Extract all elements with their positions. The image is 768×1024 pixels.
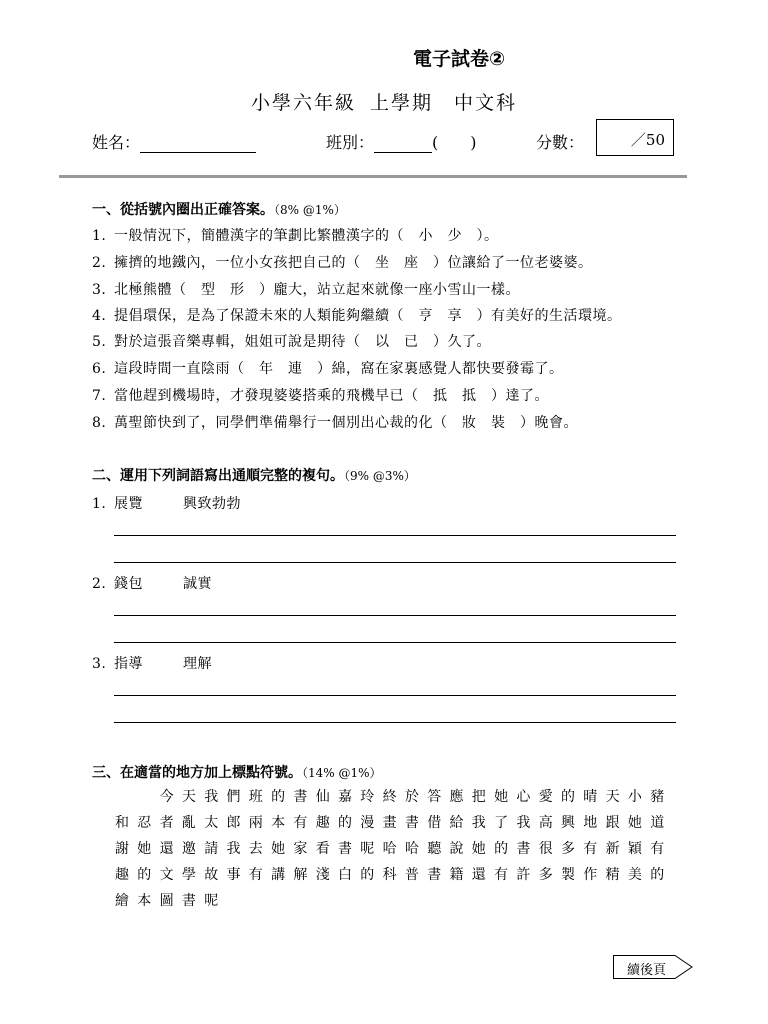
class-field: [326, 130, 477, 153]
answer-line[interactable]: [114, 562, 676, 563]
question-item[interactable]: 6. 這段時間一直陰雨（ 年 連 ）綿，窩在家裏感覺人都快要發霉了。: [92, 361, 564, 377]
section2-heading: [92, 465, 416, 485]
name-label: 姓名：: [92, 133, 141, 152]
punctuation-passage[interactable]: [115, 784, 675, 914]
question-item[interactable]: 8. 萬聖節快到了，同學們準備舉行一個別出心裁的化（ 妝 裝 ）晚會。: [92, 415, 578, 431]
section1-marks: （8% @1%）: [274, 203, 346, 217]
passage-line: 繪本圖書呢: [115, 893, 227, 909]
question-item[interactable]: 4. 提倡環保，是為了保證未來的人類能夠繼續（ 亨 享 ）有美好的生活環境。: [92, 308, 622, 324]
answer-line[interactable]: [114, 695, 676, 696]
answer-line[interactable]: [114, 722, 676, 723]
name-field: [92, 130, 256, 153]
passage-line: 和忍者亂太郎兩本有趣的漫畫書借給我了我高興地跟她道: [115, 815, 673, 831]
section1-title: 一、從括號內圈出正確答案。: [92, 202, 274, 218]
section3-title: 三、在適當的地方加上標點符號。: [92, 765, 302, 781]
class-blank[interactable]: [374, 134, 432, 153]
sentence-prompt: 3. 指導 理解: [92, 656, 212, 672]
class-label: 班別：: [326, 133, 375, 152]
sentence-prompt: 1. 展覽 興致勃勃: [92, 496, 241, 512]
question-item[interactable]: 3. 北極熊體（ 型 形 ）龐大，站立起來就像一座小雪山一樣。: [92, 282, 520, 298]
sentence-prompt: 2. 錢包 誠實: [92, 576, 212, 592]
section1-heading: [92, 199, 346, 219]
next-page-label: 續後頁: [627, 963, 667, 978]
score-total: ／50: [630, 131, 665, 149]
answer-line[interactable]: [114, 615, 676, 616]
answer-line[interactable]: [114, 535, 676, 536]
question-item[interactable]: 2. 擁擠的地鐵內，一位小女孩把自己的（ 坐 座 ）位讓給了一位老婆婆。: [92, 255, 593, 271]
question-item[interactable]: 7. 當他趕到機場時，才發現婆婆搭乘的飛機早已（ 抵 抵 ）達了。: [92, 388, 549, 404]
name-blank[interactable]: [140, 134, 256, 153]
answer-line[interactable]: [114, 642, 676, 643]
passage-line: 趣的文學故事有講解淺白的科普書籍還有許多製作精美的: [115, 867, 673, 883]
header-divider: [59, 175, 687, 178]
section2-marks: （9% @3%）: [344, 469, 416, 483]
passage-line: 今天我們班的書仙嘉玲終於答應把她心愛的晴天小豬: [115, 789, 673, 805]
exam-subtitle: 小學六年級 上學期 中文科: [250, 92, 518, 114]
section3-marks: （14% @1%）: [302, 766, 382, 780]
section2-title: 二、運用下列詞語寫出通順完整的複句。: [92, 468, 344, 484]
score-label: 分數：: [536, 133, 585, 152]
question-item[interactable]: 5. 對於這張音樂專輯，姐姐可說是期待（ 以 已 ）久了。: [92, 334, 491, 350]
paper-title: 電子試卷②: [412, 48, 506, 70]
class-number-paren: ( ): [432, 133, 477, 152]
question-item[interactable]: 1. 一般情況下，簡體漢字的筆劃比繁體漢字的（ 小 少 ）。: [92, 228, 499, 244]
score-box: [596, 119, 674, 156]
section3-heading: [92, 762, 382, 782]
next-page-tag[interactable]: [613, 955, 693, 979]
passage-line: 謝她還邀請我去她家看書呢哈哈聽說她的書很多有新穎有: [115, 841, 673, 857]
